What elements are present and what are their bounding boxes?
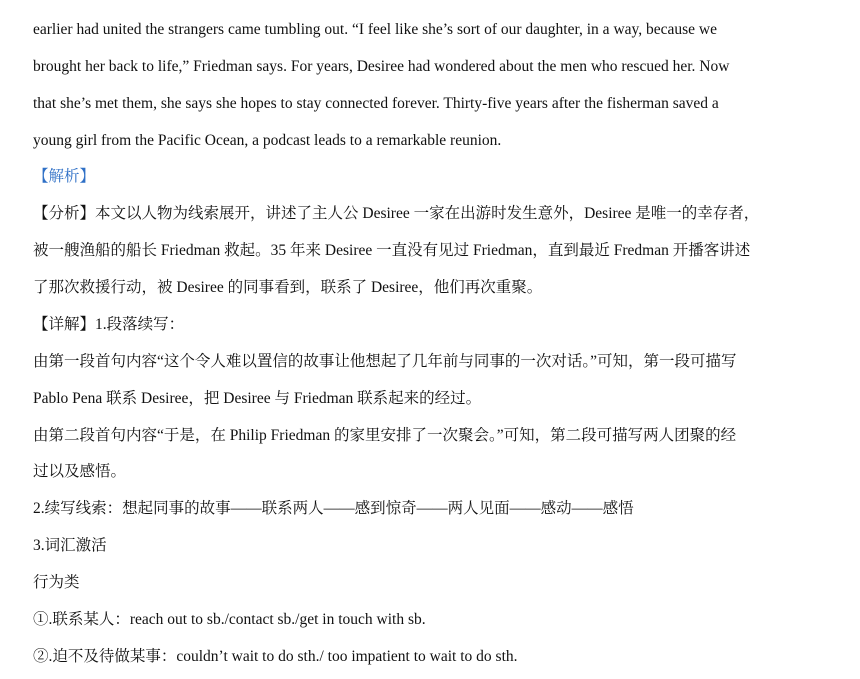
analysis-line: 【分析】本文以人物为线索展开，讲述了主人公 Desiree 一家在出游时发生意外，Desiree 是唯一的幸存者，: [33, 205, 760, 222]
analysis-line: 了那次救援行动，被 Desiree 的同事看到，联系了 Desiree，他们再次重聚。: [33, 279, 543, 296]
detail-line: Pablo Pena 联系 Desiree，把 Desiree 与 Friedman 联系起来的经过。: [33, 390, 482, 407]
analysis-line: 被一艘渔船的船长 Friedman 救起。35 年来 Desiree 一直没有见过 Friedman，直到最近 Fredman 开播客讲述: [33, 242, 751, 259]
paragraph-line: earlier had united the strangers came tumbling out. “I feel like she’s sort of our daughter, in a way, because we: [33, 21, 718, 38]
vocab-category: 行为类: [33, 574, 80, 591]
vocab-item: ②.迫不及待做某事：couldn’t wait to do sth./ too impatient to wait to do sth.: [33, 648, 518, 665]
detail-line: 由第二段首句内容“于是，在 Philip Friedman 的家里安排了一次聚会。”可知，第二段可描写两人团聚的经: [33, 427, 737, 444]
analysis-heading: 【解析】: [33, 168, 96, 185]
paragraph-line: young girl from the Pacific Ocean, a podcast leads to a remarkable reunion.: [33, 132, 502, 149]
vocab-heading: 3.词汇激活: [33, 537, 107, 554]
paragraph-line: brought her back to life,” Friedman says. For years, Desiree had wondered about the men who rescued her. Now: [33, 58, 730, 75]
detail-line: 由第一段首句内容“这个令人难以置信的故事让他想起了几年前与同事的一次对话。”可知，第一段可描写: [33, 353, 737, 370]
clue-line: 2.续写线索：想起同事的故事——联系两人——感到惊奇——两人见面——感动——感悟: [33, 500, 634, 517]
detail-line: 过以及感悟。: [33, 463, 127, 480]
vocab-item: ①.联系某人：reach out to sb./contact sb./get in touch with sb.: [33, 611, 426, 628]
detail-heading: 【详解】1.段落续写：: [33, 316, 185, 333]
paragraph-line: that she’s met them, she says she hopes to stay connected forever. Thirty-five years after the fisherman saved a: [33, 95, 719, 112]
